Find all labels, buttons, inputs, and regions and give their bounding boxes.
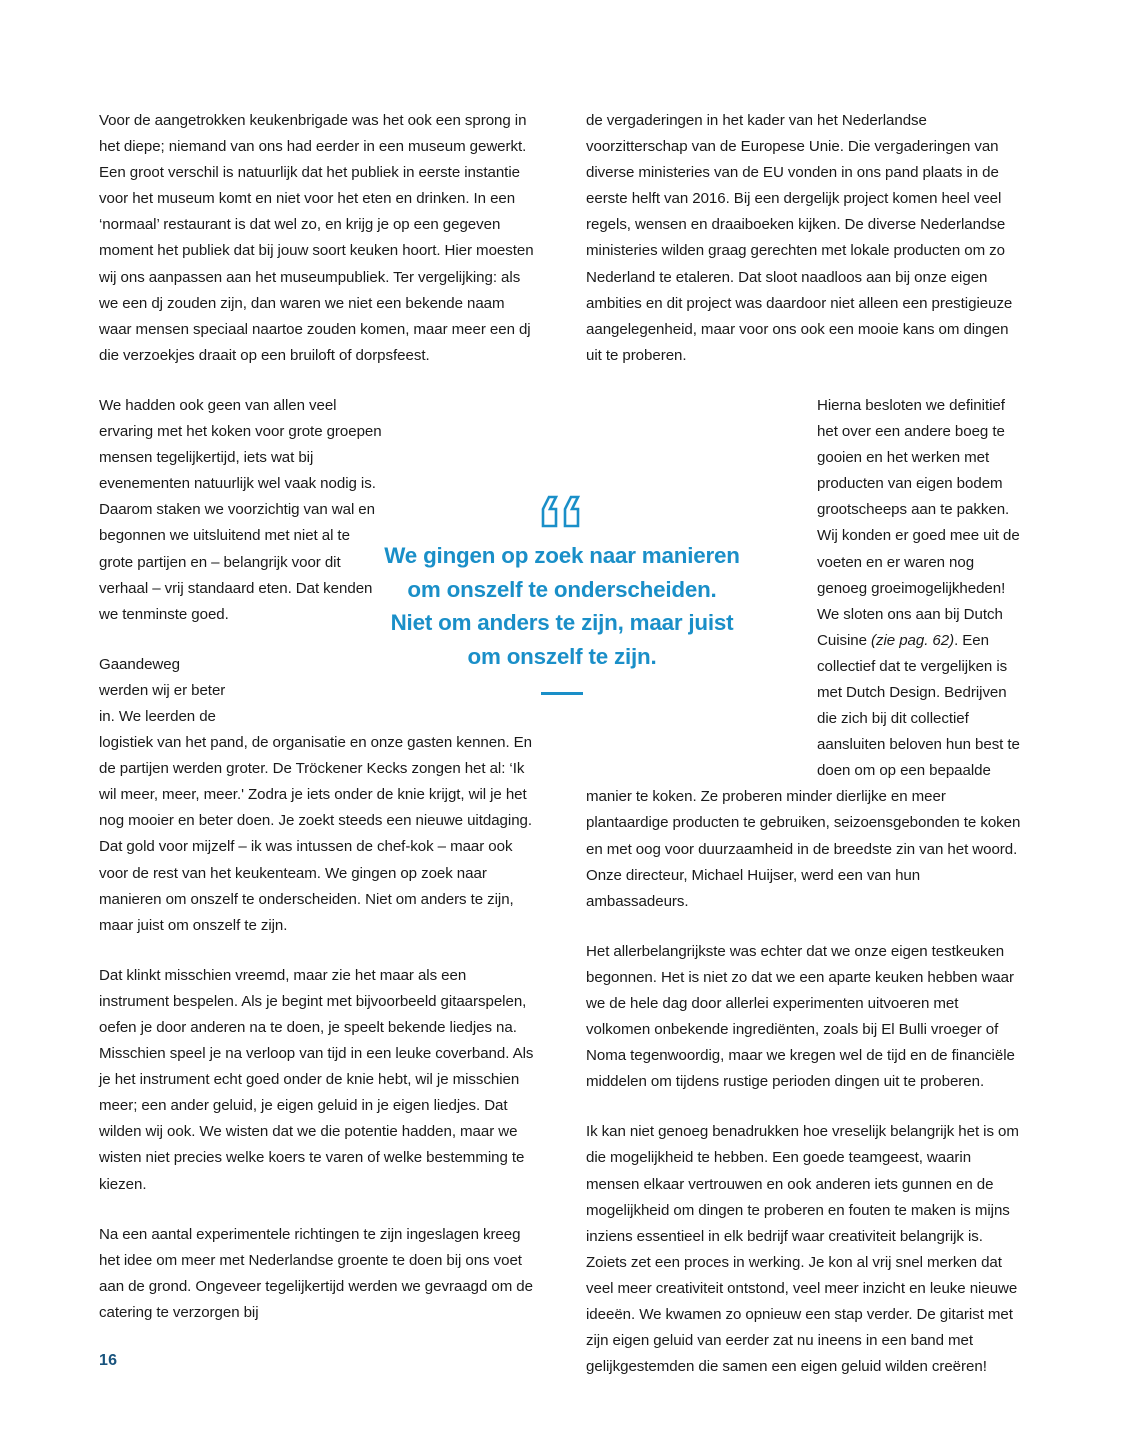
text-column-left — [99, 108, 536, 1326]
paragraph-text: We hadden ook geen van allen veel ervaring met het koken voor grote groepen mensen tegelijkertijd, iets wat bij evenementen natuurlijk wel vaak nodig is. Daarom staken we voorzichtig van wal en begonnen we uitsluitend met niet al te grote partijen en – belangrijk voor dit verhaal – vrij standaard eten. Dat kenden we tenminste goed. — [99, 396, 382, 623]
paragraph: Ik kan niet genoeg benadrukken hoe vreselijk belangrijk het is om die mogelijkheid te hebben. Een goede teamgeest, waarin mensen elkaar vertrouwen en ook anderen iets gunnen en de mogelijkheid om dingen te proberen en fouten te maken is mijns inziens essentieel in elk bedrijf waar creativiteit belangrijk is. Zoiets zet een proces in werking. Je kon al vrij snel merken dat veel meer creativiteit ontstond, veel meer inzicht en leuke nieuwe ideeën. We kwamen zo opnieuw een stap verder. De gitarist met zijn eigen geluid van eerder zat nu ineens in een band met gelijkgestemden die samen een eigen geluid wilden creëren! — [586, 1123, 1019, 1376]
paragraph-text: Hierna besloten we definitief het over een andere boeg te gooien en het werken met producten van eigen bodem grootscheeps aan te pakken. Wij konden er goed mee uit de voeten en er waren nog genoeg groeimogelijkheden! We sloten ons aan bij Dutch Cuisine — [817, 396, 1020, 649]
text-column-right — [586, 108, 1023, 1380]
paragraph: Dat klinkt misschien vreemd, maar zie het maar als een instrument bespelen. Als je begint met bijvoorbeeld gitaarspelen, oefen je door anderen na te doen, je speelt bekende liedjes na. Misschien speel je na verloop van tijd in een leuke coverband. Als je het instrument echt goed onder de knie hebt, wil je misschien meer; een ander geluid, je eigen geluid in je eigen liedjes. Dat wilden wij ook. We wisten dat we die potentie hadden, maar we wisten niet precies welke koers te varen of welke bestemming te kiezen. — [99, 966, 534, 1193]
pull-quote-line: om onszelf te onderscheiden. — [407, 576, 717, 602]
pull-quote-line: om onszelf te zijn. — [467, 643, 657, 669]
paragraph: Het allerbelangrijkste was echter dat we onze eigen testkeuken begonnen. Het is niet zo dat we een aparte keuken hebben waar we de hele dag door allerlei experimenten uitvoeren met volkomen onbekende ingrediënten, zoals bij El Bulli vroeger of Noma tegenwoordig, maar we kregen wel de tijd en de financiële middelen om tijdens rustige perioden dingen uit te proberen. — [586, 942, 1015, 1091]
pull-quote-text — [352, 539, 772, 673]
pull-quote-line: Niet om anders te zijn, maar juist — [390, 610, 734, 635]
page-reference: (zie pag. 62) — [871, 631, 955, 649]
double-quote-open-icon — [352, 495, 772, 533]
pull-quote-divider — [541, 692, 583, 695]
paragraph: Na een aantal experimentele richtingen te zijn ingeslagen kreeg het idee om meer met Nederlandse groente te doen bij ons voet aan de grond. Ongeveer tegelijkertijd werden we gevraagd om de catering te verzorgen bij — [99, 1225, 533, 1321]
paragraph-text: . Een collectief dat te vergelijken is met Dutch Design. Bedrijven die zich bij dit collectief aansluiten beloven hun best te doen om op een bepaalde manier te koken. Ze proberen minder dierlijke en meer plantaardige producten te gebruiken, seizoensgebonden te koken en met oog voor duurzaamheid in de breedste zin van het woord. Onze directeur, Michael Huijser, werd een van hun ambassadeurs. — [586, 631, 1021, 910]
paragraph: Voor de aangetrokken keukenbrigade was het ook een sprong in het diepe; niemand van ons had eerder in een museum gewerkt. Een groot verschil is natuurlijk dat het publiek in eerste instantie voor het museum komt en niet voor het eten en drinken. In een ‘normaal’ restaurant is dat wel zo, en krijg je op een gegeven moment het publiek dat bij jouw soort keuken hoort. Hier moesten wij ons aanpassen aan het museumpubliek. Ter vergelijking: als we een dj zouden zijn, dan waren we niet een bekende naam waar mensen speciaal naartoe zouden komen, maar meer een dj die verzoekjes draait op een bruiloft of dorpsfeest. — [99, 112, 534, 364]
page-number: 16 — [99, 1352, 118, 1369]
pull-quote-line: We gingen op zoek naar manieren — [384, 543, 740, 568]
pull-quote — [352, 495, 772, 695]
paragraph-text: Gaandeweg werden wij er beter in. We leerden de logistiek van het pand, de organisatie en onze gasten kennen. En de partijen werden groter. De Tröckener Kecks zongen het al: ‘Ik wil meer, meer, meer.' Zodra je iets onder de knie krijgt, wil je het nog mooier en beter doen. Je zoekt steeds een nieuwe uitdaging. Dat gold voor mijzelf – ik was intussen de chef-kok – maar ook voor de rest van het keukenteam. We gingen op zoek naar manieren om onszelf te onderscheiden. Niet om anders te zijn, maar juist om onszelf te zijn. — [99, 655, 533, 934]
paragraph: de vergaderingen in het kader van het Nederlandse voorzitterschap van de Europese Unie. Die vergaderingen van diverse ministeries van de EU vonden in ons pand plaats in de eerste helft van 2016. Bij een dergelijk project komen heel veel regels, wensen en draaiboeken kijken. De diverse Nederlandse ministeries wilden graag gerechten met lokale producten om zo Nederland te etaleren. Dat sloot naadloos aan bij onze eigen ambities en dit project was daardoor niet alleen een prestigieuze aangelegenheid, maar voor ons ook een mooie kans om dingen uit te proberen. — [586, 112, 1013, 364]
